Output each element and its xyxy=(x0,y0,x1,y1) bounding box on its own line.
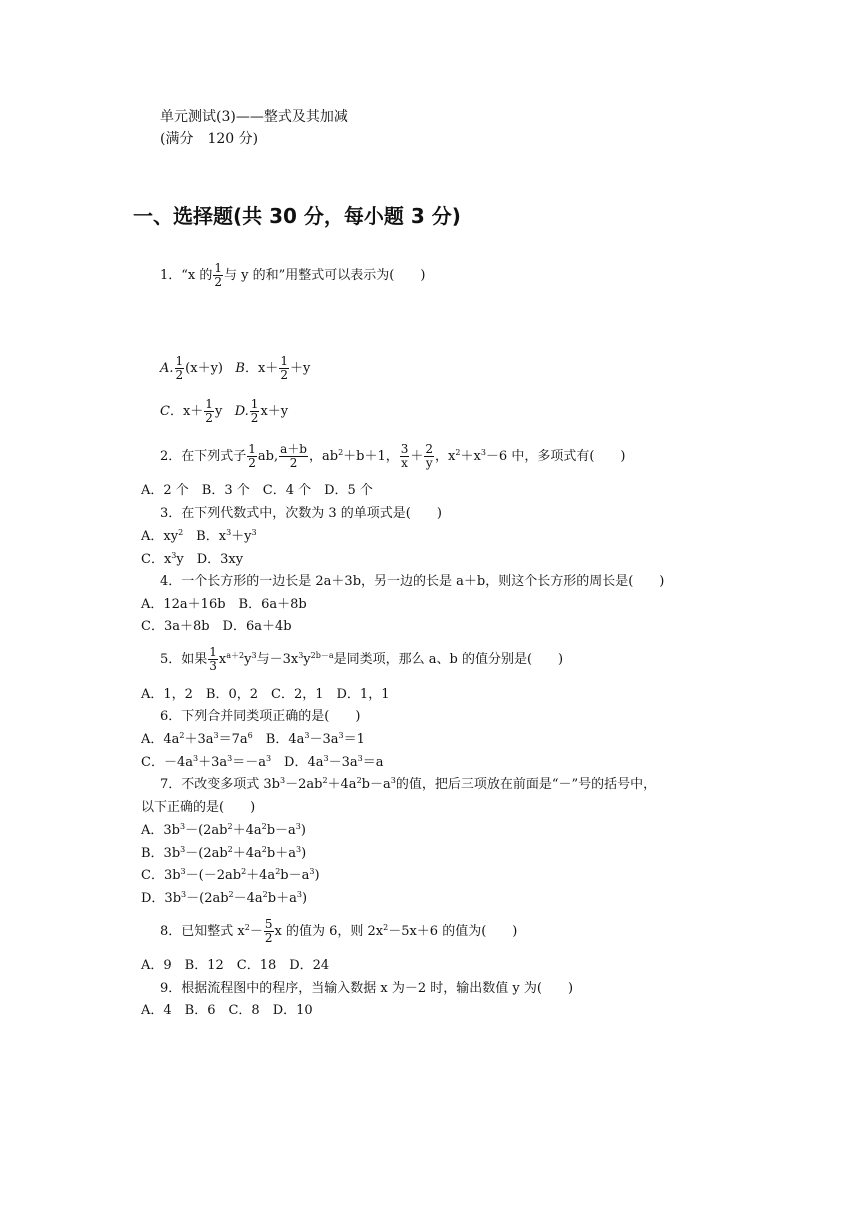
q7-option-b: B．$3b^3-(2ab^2+4a^2b+a^3)$ xyxy=(141,845,307,861)
fraction: $\frac{1}{2}$ xyxy=(248,442,256,470)
q4-options-ab: A．12a＋16b B．6a＋8b xyxy=(141,597,307,612)
document-title: 单元测试(3)——整式及其加减 xyxy=(160,109,348,125)
fraction: $\frac{5}{2}$ xyxy=(264,917,273,945)
q8-options: A．9 B．12 C．18 D．24 xyxy=(141,958,330,973)
q5-stem: 5．如果 $\frac{1}{3}$ $x^{a+2}y^3$与$-3x^3y^{2b-a}$是同类项，那么 a、b 的值分别是( ) xyxy=(160,645,564,673)
q9-options: A．4 B．6 C．8 D．10 xyxy=(141,1003,313,1018)
q1-stem-post: 与 y 的和”用整式可以表示为( ) xyxy=(224,268,426,283)
fraction: $\frac{a+b}{2}$ xyxy=(280,442,307,470)
fraction: $\frac{1}{2}$ xyxy=(214,261,223,289)
q1-stem-pre: 1．“x 的 xyxy=(160,268,213,283)
fraction: $\frac{2}{y}$ xyxy=(425,442,434,470)
q3-stem: 3．在下列代数式中，次数为 3 的单项式是( ) xyxy=(160,506,442,521)
fraction: $\frac{1}{3}$ xyxy=(209,645,217,673)
q7-option-a: A．$3b^3-(2ab^2+4a^2b-a^3)$ xyxy=(141,822,306,838)
q4-options-cd: C．3a＋8b D．6a＋4b xyxy=(141,619,292,634)
q1-options-cd: C．x＋ $\frac{1}{2}$ y D. $\frac{1}{2}$ x＋y xyxy=(160,397,289,425)
q9-stem: 9．根据流程图中的程序，当输入数据 x 为－2 时，输出数值 y 为( ) xyxy=(160,981,574,996)
section-title: 一、选择题(共 30 分，每小题 3 分) xyxy=(133,204,461,228)
q6-options-ab: A．$4a^2+3a^3=7a^6$ B．$4a^3-3a^3=1$ xyxy=(141,731,365,747)
q3-options-cd: C．$x^3y$ D．3xy xyxy=(141,551,244,567)
q5-options: A．1，2 B．0，2 C．2，1 D．1，1 xyxy=(141,687,390,702)
document-header xyxy=(160,106,348,150)
q3-options-ab: A．$xy^2$ B．$x^3+y^3$ xyxy=(141,528,257,544)
fraction: $\frac{3}{x}$ xyxy=(400,442,409,470)
fraction: $\frac{1}{2}$ xyxy=(205,397,213,425)
q7-option-c: C．$3b^3-(-2ab^2+4a^2b-a^3)$ xyxy=(141,867,320,883)
q4-stem: 4．一个长方形的一边长是 2a＋3b，另一边的长是 a＋b，则这个长方形的周长是( ) xyxy=(160,574,665,589)
q1-options-ab: A. $\frac{1}{2}$ (x＋y) B．x＋ $\frac{1}{2}$ ＋y xyxy=(160,354,311,382)
q2-stem: 2．在下列式子 $\frac{1}{2}$ ab, $\frac{a+b}{2}$ ，$ab^2+b+1$， $\frac{3}{x}$ ＋ $\frac{2}{y}$ ，$x^2+x^3-6$ 中，多项式有( ) xyxy=(160,442,626,470)
q7-option-d: D．$3b^3-(2ab^2-4a^2b+a^3)$ xyxy=(141,890,308,906)
q7-stem: 7．不改变多项式 $3b^3-2ab^2+4a^2b-a^3$的值，把后三项放在前面是“－”号的括号中， xyxy=(160,776,657,792)
fraction: $\frac{1}{2}$ xyxy=(280,354,288,382)
q7-stem-cont: 以下正确的是( ) xyxy=(141,800,256,815)
q8-stem: 8．已知整式 $x^2-$ $\frac{5}{2}$ x 的值为 6，则 $2x^2-5x+6$ 的值为( ) xyxy=(160,917,518,945)
q1-stem xyxy=(160,262,425,289)
score-note: (满分 120 分) xyxy=(160,131,259,147)
fraction: $\frac{1}{2}$ xyxy=(175,354,184,382)
q2-options: A．2 个 B．3 个 C．4 个 D．5 个 xyxy=(141,483,373,498)
q6-options-cd: C．$-4a^3+3a^3=-a^3$ D．$4a^3-3a^3=a$ xyxy=(141,754,384,770)
fraction: $\frac{1}{2}$ xyxy=(250,397,259,425)
q6-stem: 6．下列合并同类项正确的是( ) xyxy=(160,709,361,724)
